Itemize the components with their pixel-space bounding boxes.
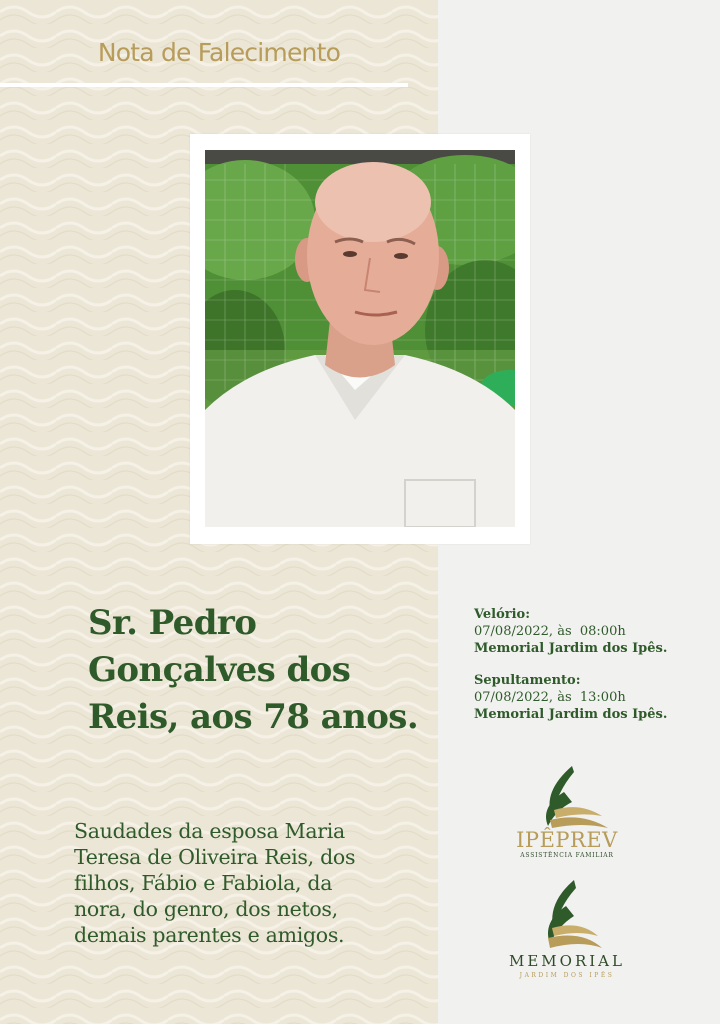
ipeprev-name: IPÊPREV (516, 828, 618, 852)
burial-datetime: 07/08/2022, às 13:00h (474, 690, 626, 705)
ceremony-details (474, 606, 714, 738)
ipeprev-logo (512, 762, 622, 862)
wake-label: Velório: (474, 607, 531, 622)
wake-datetime: 07/08/2022, às 08:00h (474, 624, 626, 639)
ipeprev-leaf-icon (512, 762, 622, 832)
wake-location: Memorial Jardim dos Ipês. (474, 641, 668, 656)
memorial-leaf-icon (502, 878, 632, 950)
memorial-tagline: JARDIM DOS IPÊS (519, 972, 615, 979)
deceased-name (88, 600, 428, 741)
header-divider (0, 83, 408, 87)
photo-frame (190, 134, 530, 544)
name-line-3: Reis, aos 78 anos. (88, 697, 419, 737)
wake-details (474, 606, 714, 657)
burial-location: Memorial Jardim dos Ipês. (474, 707, 668, 722)
ipeprev-tagline: ASSISTÊNCIA FAMILIAR (520, 852, 614, 859)
burial-label: Sepultamento: (474, 673, 581, 688)
name-line-1: Sr. Pedro (88, 603, 257, 643)
message-line: Teresa de Oliveira Reis, dos (74, 845, 356, 869)
message-line: nora, do genro, dos netos, (74, 897, 338, 921)
message-line: demais parentes e amigos. (74, 923, 345, 947)
message-line: Saudades da esposa Maria (74, 819, 345, 843)
burial-details (474, 672, 714, 723)
name-line-2: Gonçalves dos (88, 650, 351, 690)
portrait-illustration (205, 150, 515, 527)
page-title: Nota de Falecimento (97, 38, 341, 67)
condolence-message (74, 818, 434, 948)
portrait-photo (205, 150, 515, 527)
memorial-logo (502, 878, 632, 983)
memorial-name: MEMORIAL (509, 952, 625, 970)
message-line: filhos, Fábio e Fabiola, da (74, 871, 333, 895)
